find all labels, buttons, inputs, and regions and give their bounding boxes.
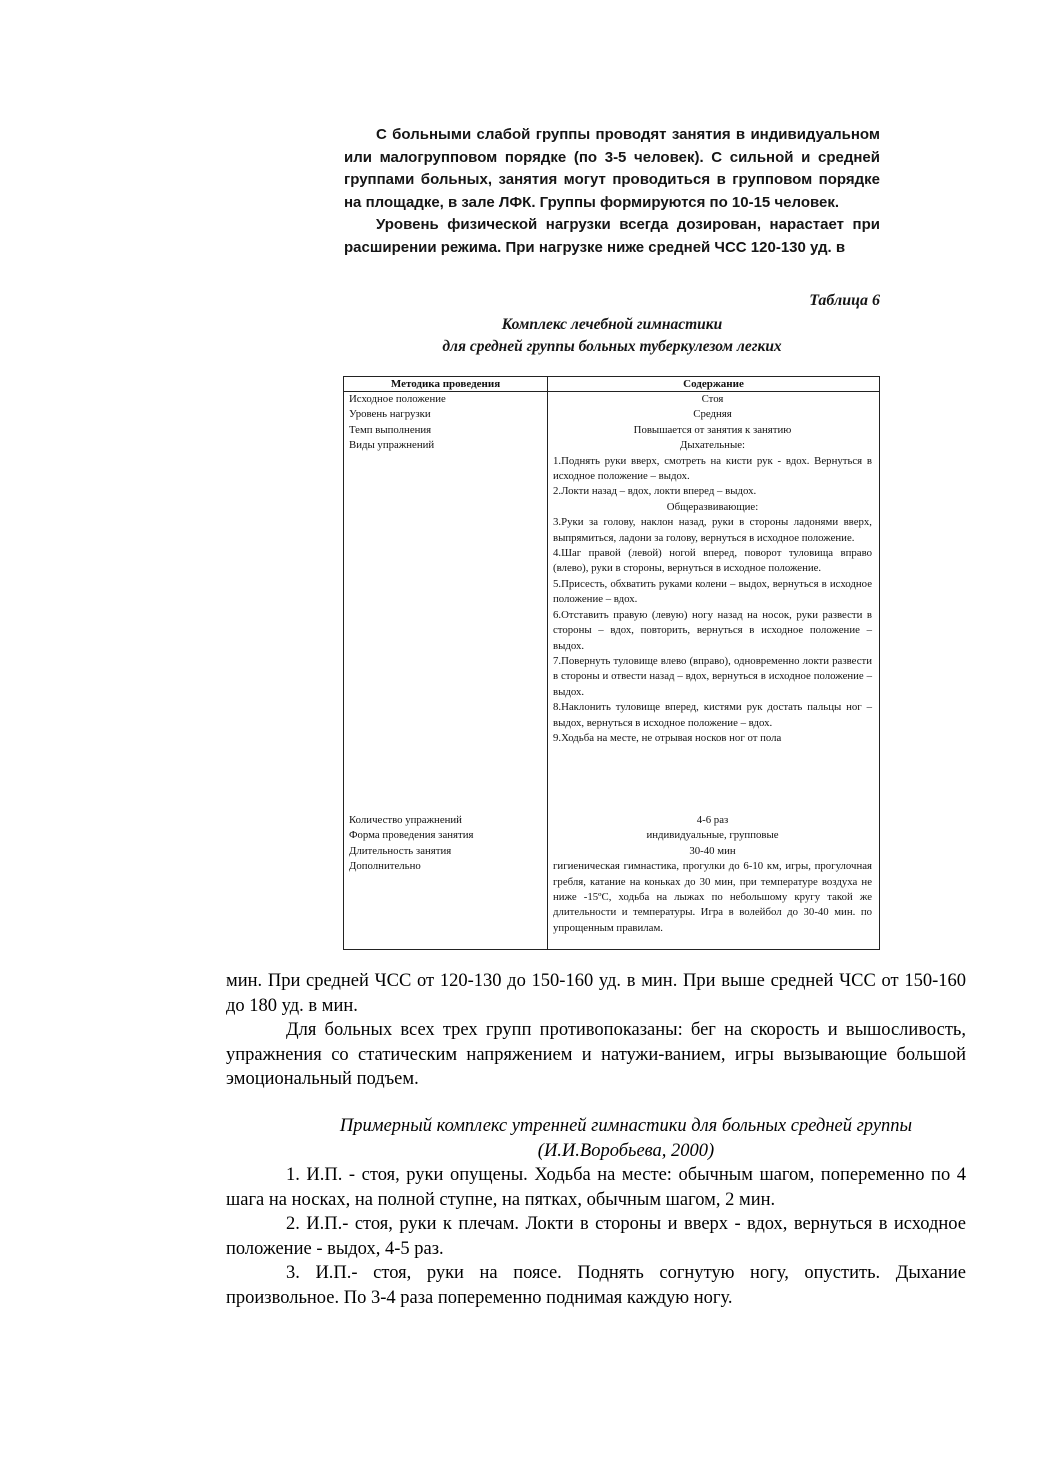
exercise-4: 4.Шаг правой (левой) ногой вперед, поворот туловища вправо (влево), руки в стороны, вернуться в исходное положение. [553,547,872,575]
label-session-form: Форма проведения занятия [349,829,474,842]
table-number-label: Таблица 6 [809,292,880,309]
scan-paragraph-groups [344,124,880,259]
table-right-content-bottom [553,813,872,936]
exercise-list-item-2: 2. И.П.- стоя, руки к плечам. Локти в стороны и вверх - вдох, вернуться в исходное положение - выдох, 4-5 раз. [226,1214,966,1259]
exercise-3: 3.Руки за голову, наклон назад, руки в стороны ладонями вверх, выпрямиться, ладони за голову, вернуться в исходное положение. [553,516,872,544]
value-tempo: Повышается от занятия к занятию [633,423,792,436]
section-title [226,1114,1026,1163]
exercise-list [226,1163,966,1310]
value-exercise-count: 4-6 раз [696,814,729,826]
body-paragraphs [226,969,966,1092]
table-right-content-top [553,392,872,746]
breathing-heading: Дыхательные: [679,439,746,452]
exercise-9: 9.Ходьба на месте, не отрывая носков ног от пола [553,731,782,744]
label-additional: Дополнительно [349,860,421,873]
exercise-8: 8.Наклонить туловище вперед, кистями рук достать пальцы ног – выдох, вернуться в исходное положение – вдох. [553,701,872,729]
table-header-method: Методика проведения [390,378,501,390]
scan-paragraph-1-text: С больными слабой группы проводят занятия в индивидуальном или малогрупповом порядке (по 3-5 человек). С сильной и средней группами больных, занятия могут проводиться в групповом порядке на площадке, в зале ЛФК. Группы формируются по 10-15 человек. [344,126,880,211]
table-title-line-2: для средней группы больных туберкулезом легких [442,338,782,355]
exercise-6: 6.Отставить правую (левую) ногу назад на носок, руки развести в стороны – вдох, повторить, вернуться в исходное положение – выдох. [553,608,872,652]
value-session-form: индивидуальные, групповые [646,829,779,842]
scan-paragraph-2-text: Уровень физической нагрузки всегда дозирован, нарастает при расширении режима. При нагрузке ниже средней ЧСС 120-130 уд. в [344,216,880,256]
label-exercise-count: Количество упражнений [349,814,462,826]
body-paragraph-1: мин. При средней ЧСС от 120-130 до 150-160 уд. в мин. При выше средней ЧСС от 150-160 до 180 уд. в мин. [226,971,966,1016]
table-left-labels-top [349,392,544,454]
value-load-level: Средняя [693,408,732,421]
exercise-list-item-1: 1. И.П. - стоя, руки опущены. Ходьба на месте: обычным шагом, попеременно по 4 шага на носках, на полной ступне, на пятках, обычным шагом, 2 мин. [226,1165,966,1210]
general-heading: Общеразвивающие: [666,500,759,513]
exercise-1: 1.Поднять руки вверх, смотреть на кисти рук - вдох. Вернуться в исходное положение – выдох. [553,454,872,483]
value-session-duration: 30-40 мин [689,844,736,857]
table-left-labels-bottom [349,813,544,875]
exercise-7: 7.Повернуть туловище влево (вправо), одновременно локти развести в стороны и отвести назад – вдох, вернуться в исходное положение – выдох. [553,654,872,698]
exercise-5: 5.Присесть, обхватить руками колени – выдох, вернуться в исходное положение – вдох. [553,577,872,606]
exercise-complex-table [343,376,880,950]
label-load-level: Уровень нагрузки [349,408,431,421]
label-exercise-types: Виды упражнений [349,439,435,452]
label-tempo: Темп выполнения [349,423,432,436]
table-column-divider [547,377,548,949]
section-title-line-2: (И.И.Воробьева, 2000) [537,1140,715,1161]
table-title-line-1: Комплекс лечебной гимнастики [501,316,723,333]
value-start-position: Стоя [701,393,724,405]
exercise-2: 2.Локти назад – вдох, локти вперед – выдох. [553,485,757,498]
section-title-line-1: Примерный комплекс утренней гимнастики для больных средней группы [339,1116,913,1136]
label-start-position: Исходное положение [349,393,446,405]
label-session-duration: Длительность занятия [349,844,452,857]
body-paragraph-2: Для больных всех трех групп противопоказаны: бег на скорость и вышосливость, упражнения со статическим напряжением и натужи-ванием, игры вызывающие большой эмоциональный подъем. [226,1020,966,1089]
exercise-list-item-3: 3. И.П.- стоя, руки на поясе. Поднять согнутую ногу, опустить. Дыхание произвольное. По 3-4 раза попеременно поднимая каждую ногу. [226,1263,966,1308]
table-title [344,314,880,358]
table-header-content: Содержание [683,378,744,390]
value-additional: гигиеническая гимнастика, прогулки до 6-10 км, игры, прогулочная гребля, катание на коньках до 30 мин, при температуре воздуха не ниже -15ºС, ходьба на лыжах по небольшому кругу такой же длительности и температуры. Игра в волейбол до 30-40 мин. по упрощенным правилам. [553,860,872,934]
